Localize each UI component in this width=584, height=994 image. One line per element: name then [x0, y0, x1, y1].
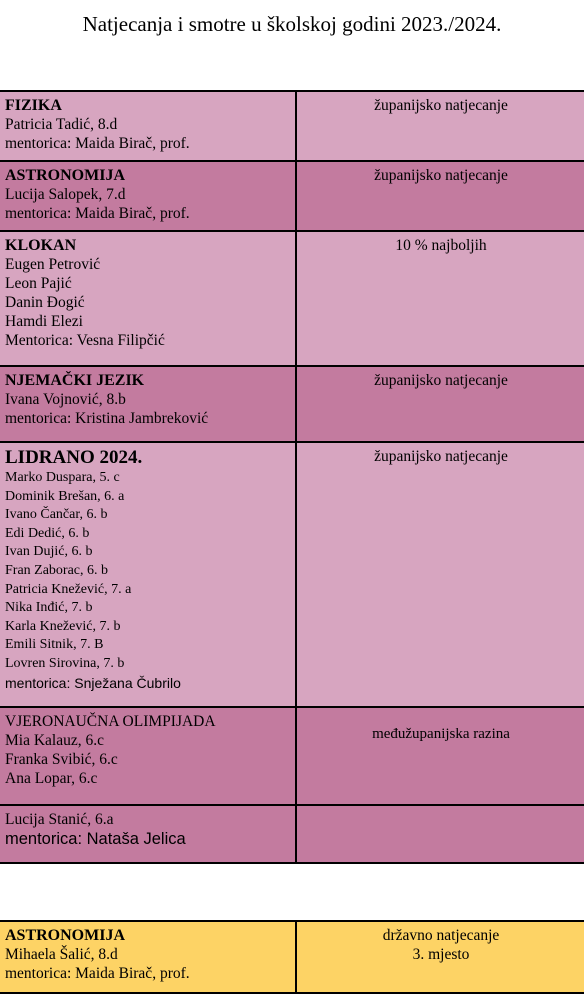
participant-line: Danin Đogić	[5, 294, 85, 311]
result-text: županijsko natjecanje	[374, 372, 508, 389]
mentor-line: mentorica: Nataša Jelica	[5, 830, 186, 848]
competitions-table	[0, 90, 584, 864]
result-cell	[296, 707, 584, 805]
participant-line: Leon Pajić	[5, 275, 72, 292]
result-cell	[296, 231, 584, 366]
table-row	[0, 805, 584, 863]
table-row	[0, 442, 584, 707]
subject-label: ASTRONOMIJA	[5, 167, 126, 184]
result-cell	[296, 442, 584, 707]
participant-line: Patricia Knežević, 7. a	[5, 581, 132, 597]
participant-line: Lucija Stanić, 6.a	[5, 811, 114, 828]
result-text: državno natjecanje	[382, 927, 500, 944]
result-cell	[296, 921, 584, 993]
table-row	[0, 161, 584, 231]
participant-line: Edi Dedić, 6. b	[5, 525, 90, 541]
result-text: županijsko natjecanje	[374, 448, 508, 465]
participant-line: Lucija Salopek, 7.d	[5, 186, 126, 203]
mentor-line: mentorica: Maida Birač, prof.	[5, 205, 190, 222]
result-cell	[296, 805, 584, 863]
mentor-line: mentorica: Kristina Jambreković	[5, 410, 209, 427]
participant-line: Emili Sitnik, 7. B	[5, 637, 104, 653]
table-row	[0, 921, 584, 993]
participants-cell	[0, 921, 296, 993]
participant-line: Eugen Petrović	[5, 256, 101, 273]
result-text: 10 % najboljih	[395, 237, 487, 254]
participant-line: Ivan Dujić, 6. b	[5, 544, 93, 560]
participants-cell	[0, 161, 296, 231]
participants-cell	[0, 442, 296, 707]
participant-line: Dominik Brešan, 6. a	[5, 488, 125, 504]
result-text: županijsko natjecanje	[374, 97, 508, 114]
participant-line: Patricia Tadić, 8.d	[5, 116, 118, 133]
mentor-line: mentorica: Snježana Čubrilo	[5, 674, 181, 691]
table-row	[0, 707, 584, 805]
participants-cell	[0, 91, 296, 161]
subject-label: NJEMAČKI JEZIK	[5, 372, 145, 389]
subject-label: ASTRONOMIJA	[5, 927, 126, 944]
result-cell	[296, 91, 584, 161]
participant-line: Mihaela Šalić, 8.d	[5, 946, 118, 963]
subject-label: KLOKAN	[5, 237, 77, 254]
participant-line: Mia Kalauz, 6.c	[5, 732, 104, 749]
page-title: Natjecanja i smotre u školskoj godini 2023./2024.	[82, 12, 502, 36]
result-cell	[296, 161, 584, 231]
mentor-line: mentorica: Maida Birač, prof.	[5, 965, 190, 982]
participants-cell	[0, 707, 296, 805]
table-row	[0, 366, 584, 442]
subject-label: VJERONAUČNA OLIMPIJADA	[5, 713, 216, 730]
subject-label: FIZIKA	[5, 97, 62, 114]
participant-line: Lovren Sirovina, 7. b	[5, 655, 125, 671]
participant-line: Marko Duspara, 5. c	[5, 470, 120, 485]
table-row	[0, 91, 584, 161]
state-competition-table	[0, 920, 584, 994]
participant-line: Nika Inđić, 7. b	[5, 600, 93, 616]
participants-cell	[0, 805, 296, 863]
participant-line: Fran Zaborac, 6. b	[5, 562, 109, 578]
participant-line: Ivano Čančar, 6. b	[5, 507, 108, 523]
placement-text: 3. mjesto	[412, 946, 470, 963]
subject-label: LIDRANO 2024.	[5, 447, 143, 468]
participants-cell	[0, 366, 296, 442]
participant-line: Franka Svibić, 6.c	[5, 751, 118, 768]
participants-cell	[0, 231, 296, 366]
result-text: županijsko natjecanje	[374, 167, 508, 184]
participant-line: Karla Knežević, 7. b	[5, 618, 121, 634]
mentor-line: mentorica: Maida Birač, prof.	[5, 135, 190, 152]
participant-line: Ivana Vojnović, 8.b	[5, 391, 126, 408]
participant-line: Ana Lopar, 6.c	[5, 770, 98, 787]
participant-line: Hamdi Elezi	[5, 313, 83, 330]
result-text: međužupanijska razina	[372, 726, 510, 742]
result-cell	[296, 366, 584, 442]
table-row	[0, 231, 584, 366]
mentor-line: Mentorica: Vesna Filipčić	[5, 332, 165, 349]
